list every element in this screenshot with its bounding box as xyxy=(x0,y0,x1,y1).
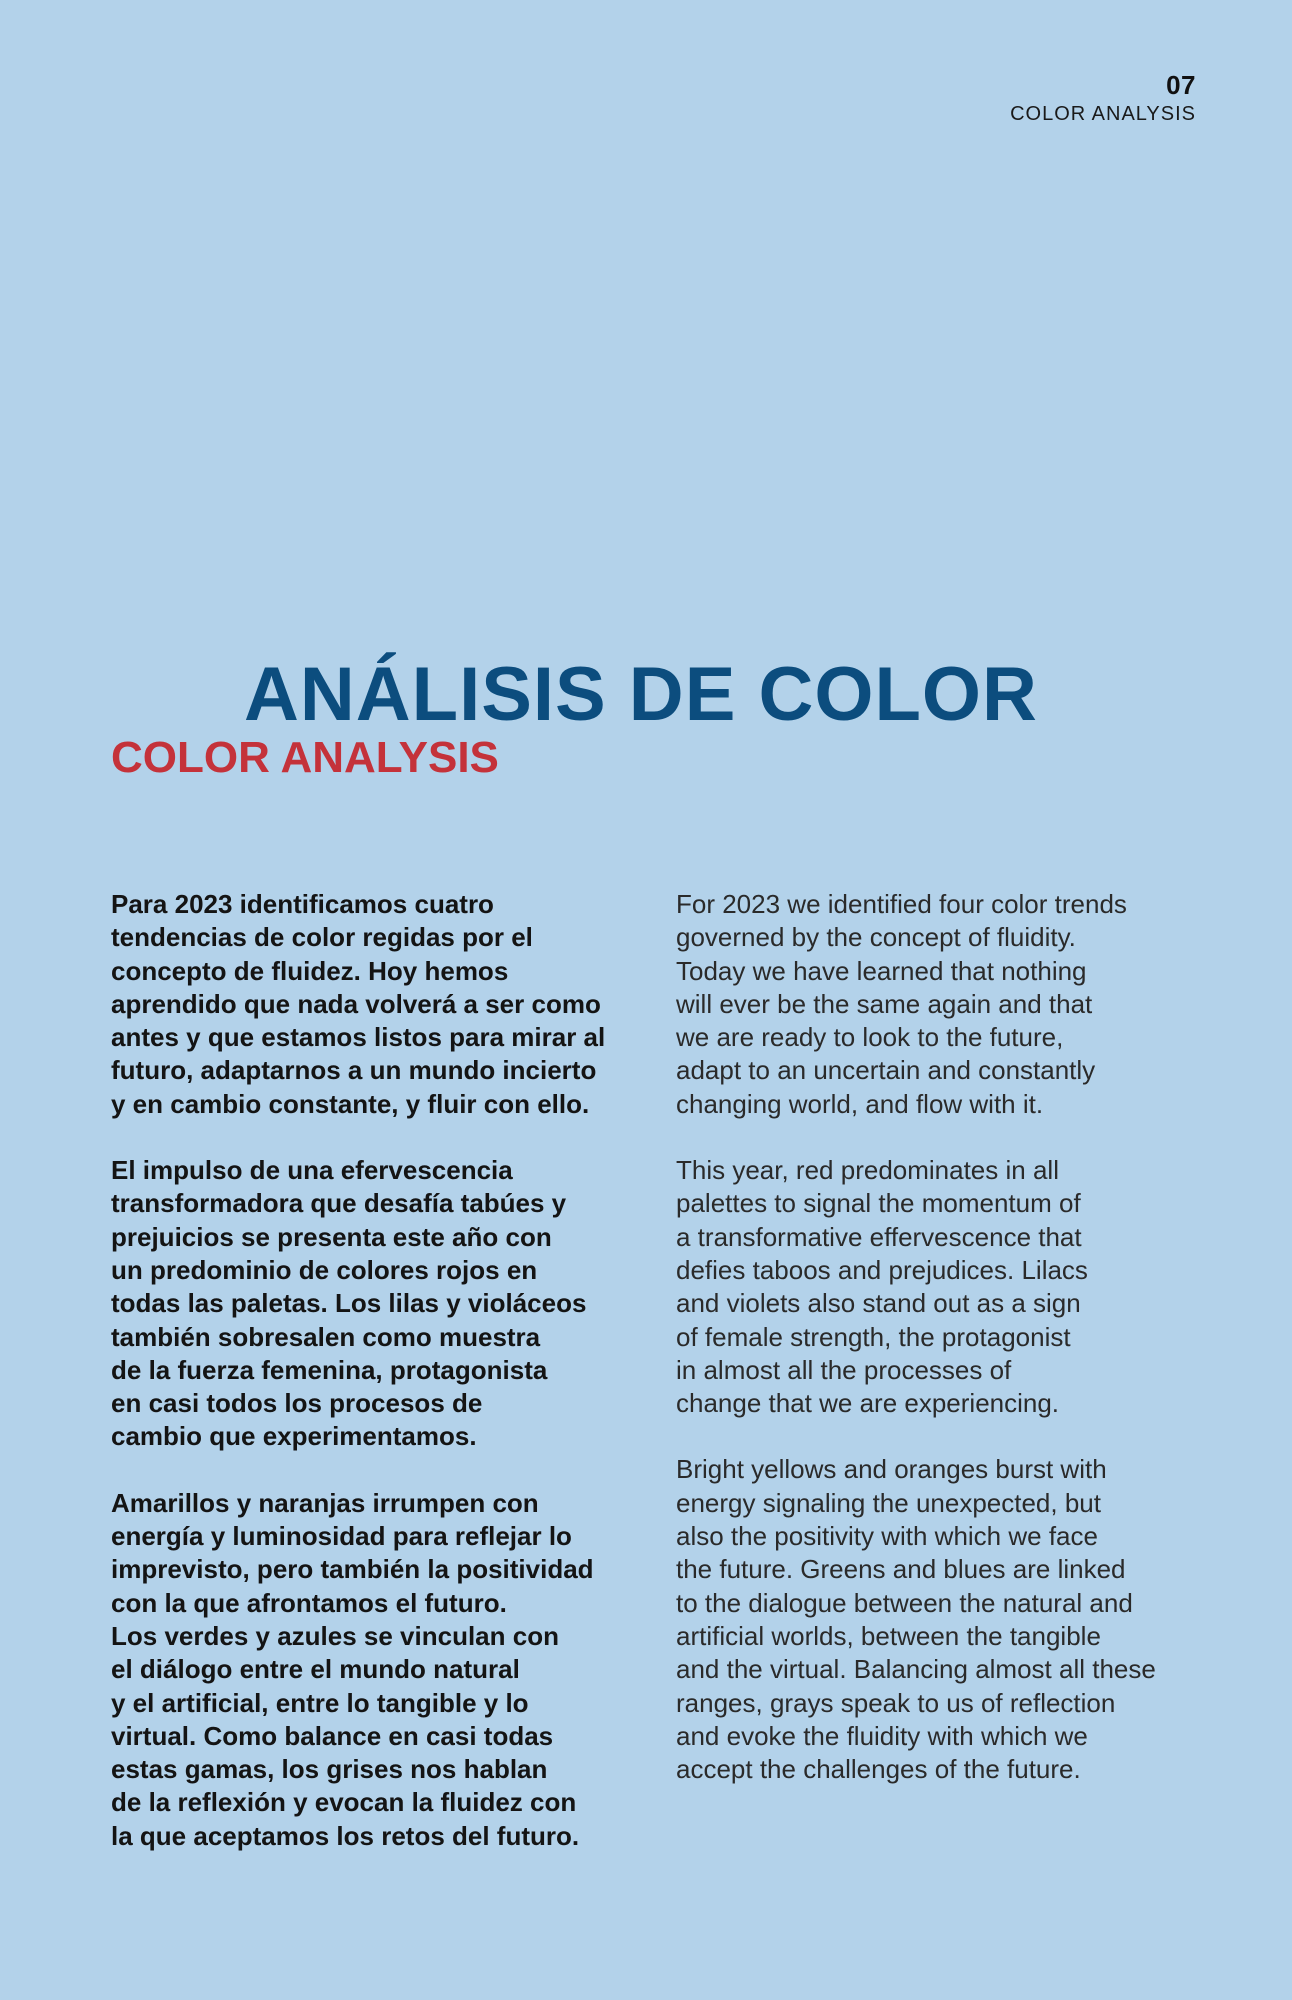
spanish-paragraph-1: Para 2023 identificamos cuatro tendencias de color regidas por el concepto de fluidez. Hoy hemos aprendido que nada volverá a ser como antes y que estamos listos para mirar al futuro, adaptarnos a un mundo incierto y en cambio constante, y fluir con ello. xyxy=(111,889,606,1119)
page-header xyxy=(1010,70,1196,126)
page-title-spanish: ANÁLISIS DE COLOR xyxy=(244,652,1038,737)
spanish-paragraph-2: El impulso de una efervescencia transformadora que desafía tabúes y prejuicios se presenta este año con un predominio de colores rojos en todas las paletas. Los lilas y violáceos también sobresalen como muestra de la fuerza femenina, protagonista en casi todos los procesos de cambio que experimentamos. xyxy=(111,1155,587,1452)
page-number: 07 xyxy=(1166,70,1196,100)
english-paragraph-3: Bright yellows and oranges burst with energy signaling the unexpected, but also the positivity with which we face the future. Greens and blues are linked to the dialogue between the natural and artificial worlds, between the tangible and the virtual. Balancing almost all these ranges, grays speak to us of reflection and evoke the fluidity with which we accept the challenges of the future. xyxy=(676,1454,1156,1785)
english-paragraph-1: For 2023 we identified four color trends governed by the concept of fluidity. Today we have learned that nothing will ever be the same again and that we are ready to look to the future, adapt to an uncertain and constantly changing world, and flow with it. xyxy=(676,889,1127,1119)
english-text-column xyxy=(676,888,1216,1819)
english-paragraph-2: This year, red predominates in all palettes to signal the momentum of a transformative effervescence that defies taboos and prejudices. Lilacs and violets also stand out as a sign of female strength, the protagonist in almost all the processes of change that we are experiencing. xyxy=(676,1155,1088,1419)
spanish-paragraph-3: Amarillos y naranjas irrumpen con energía y luminosidad para reflejar lo imprevisto, pero también la positividad con la que afrontamos el futuro. Los verdes y azules se vinculan con el diálogo entre el mundo natural y el artificial, entre lo tangible y lo virtual. Como balance en casi todas estas gamas, los grises nos hablan de la reflexión y evocan la fluidez con la que aceptamos los retos del futuro. xyxy=(111,1487,594,1851)
page-title-english: COLOR ANALYSIS xyxy=(111,733,499,782)
spanish-text-column xyxy=(111,888,651,1886)
section-label: COLOR ANALYSIS xyxy=(1010,103,1196,125)
